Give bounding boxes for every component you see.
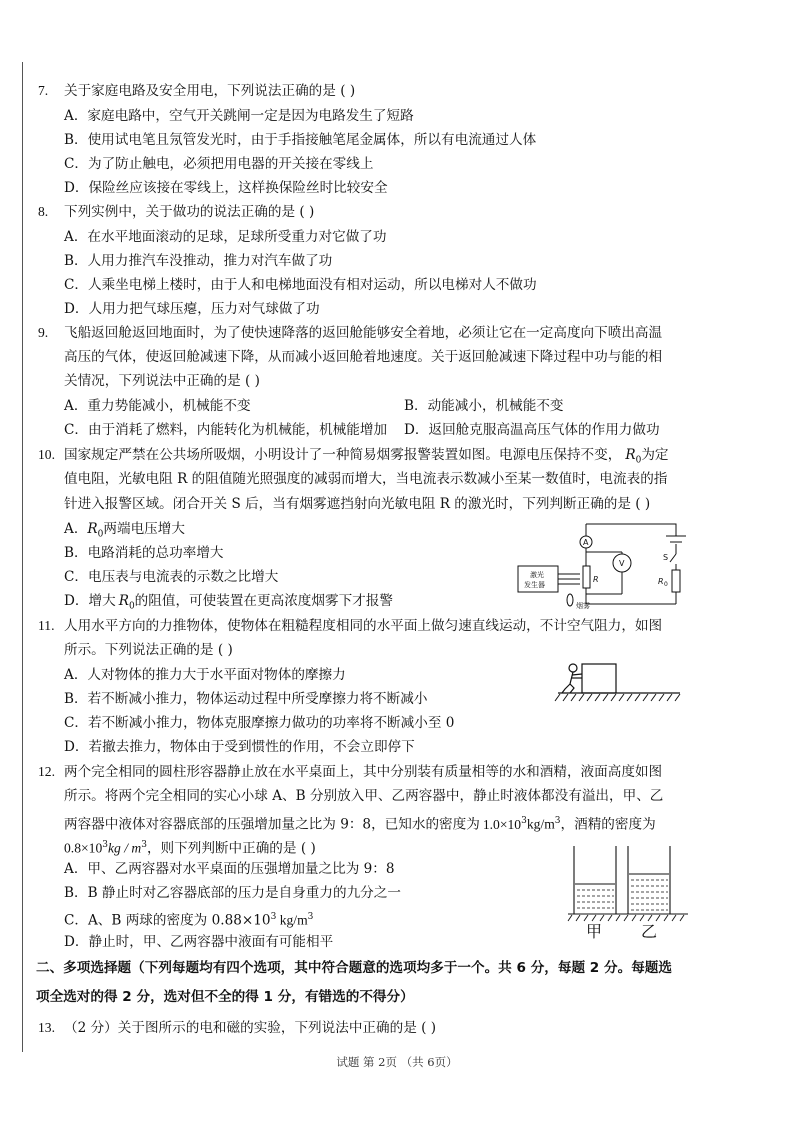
question-stem-line3: 两容器中液体对容器底部的压强增加量之比为 9：8，已知水的密度为 $1.0\times 10^3kg/m^3$，酒精的密度为 <box>64 816 656 833</box>
option-d: D．保险丝应该接在零线上，这样换保险丝时比较安全 <box>64 180 388 196</box>
section-heading-line1: 二、多项选择题（下列每题均有四个选项，其中符合题意的选项均多于一个。共 6 分，每题 2 分。每题选 <box>36 960 672 976</box>
option-b: B．若不断减小推力，物体运动过程中所受摩擦力将不断减小 <box>64 691 428 707</box>
photoresistor-r <box>583 566 590 588</box>
fig-label-yi: 乙 <box>641 922 658 940</box>
option-d: D．返回舱克服高温高压气体的作用力做功 <box>404 422 660 438</box>
two-containers-figure <box>566 844 690 940</box>
fig-label-r: R <box>593 575 599 584</box>
fig-label-r0-sub: 0 <box>664 581 668 588</box>
option-c: C．电压表与电流表的示数之比增大 <box>64 569 279 585</box>
option-d: D．人用力把气球压瘪，压力对气球做了功 <box>64 301 320 317</box>
page-footer: 试题 第 2页 （共 6页） <box>336 1055 458 1069</box>
option-c: C．A、B 两球的密度为 $0.88\times 10^3$ $kg/m^3$ <box>64 912 314 929</box>
person-head <box>569 664 577 672</box>
question-stem-line4: $0.8\times 10^3kg / m^3$，则下列判断中正确的是 ( ) <box>64 840 316 857</box>
question-stem-line1: 人用水平方向的力推物体，使物体在粗糙程度相同的水平面上做匀速直线运动，不计空气阻力，如图 <box>64 618 663 634</box>
option-d: D．静止时，甲、乙两容器中液面有可能相平 <box>64 934 334 950</box>
fig-label-v: V <box>619 559 625 568</box>
fig-label-a: A <box>583 538 589 547</box>
question-stem-line2: 所示。将两个完全相同的实心小球 A、B 分别放入甲、乙两容器中，静止时液体都没有溢出，甲、乙 <box>64 788 664 804</box>
question-stem-line1: 国家规定严禁在公共场所吸烟，小明设计了一种简易烟雾报警装置如图。电源电压保持不变， $R_0$为定 <box>64 447 669 466</box>
fig-label-r0: R <box>658 577 664 586</box>
question-number: 10. <box>38 447 55 462</box>
fig-label-generator: 发生器 <box>524 581 545 589</box>
option-a: A．家庭电路中，空气开关跳闸一定是因为电路发生了短路 <box>64 108 414 124</box>
option-b: B．使用试电笔且氖管发光时，由于手指接触笔尾金属体，所以有电流通过人体 <box>64 132 537 148</box>
question-stem-line2: 高压的气体，使返回舱减速下降，从而减小返回舱着地速度。关于返回舱减速下降过程中功与能的相 <box>64 349 663 365</box>
smoke-symbol <box>567 594 573 606</box>
smoke-alarm-circuit-figure <box>514 516 694 612</box>
switch-s <box>670 554 676 562</box>
option-a: A．人对物体的推力大于水平面对物体的摩擦力 <box>64 667 346 683</box>
option-b: B．动能减小，机械能不变 <box>404 398 564 414</box>
question-number: 11. <box>38 618 55 633</box>
option-c: C．由于消耗了燃料，内能转化为机械能，机械能增加 <box>64 422 388 438</box>
question-stem: 关于家庭电路及安全用电，下列说法正确的是 ( ) <box>64 83 356 99</box>
resistor-r0 <box>672 570 680 592</box>
section-heading-line2: 项全选对的得 2 分，选对但不全的得 1 分，有错选的不得分） <box>36 989 414 1005</box>
option-c: C．人乘坐电梯上楼时，由于人和电梯地面没有相对运动，所以电梯对人不做功 <box>64 277 537 293</box>
fig-label-smoke: 烟雾 <box>576 602 590 610</box>
container-jia <box>574 846 616 914</box>
binding-margin-line <box>22 62 23 1052</box>
fig-label-s: S <box>663 553 669 562</box>
question-stem-line2: 所示。下列说法正确的是 ( ) <box>64 642 233 658</box>
box-object <box>582 664 616 693</box>
fig-label-laser: 激光 <box>530 571 544 579</box>
fig-label-jia: 甲 <box>586 922 603 940</box>
question-number: 13. <box>38 1020 55 1035</box>
option-d: D．增大 $R_0$的阻值，可使装置在更高浓度烟雾下才报警 <box>64 593 393 612</box>
option-a: A．重力势能减小，机械能不变 <box>64 398 251 414</box>
option-d: D．若撤去推力，物体由于受到惯性的作用，不会立即停下 <box>64 739 415 755</box>
question-stem-line1: 两个完全相同的圆柱形容器静止放在水平桌面上，其中分别装有质量相等的水和酒精，液面高度如图 <box>64 764 663 780</box>
option-a: A．$R_0$两端电压增大 <box>64 521 185 540</box>
question-stem-line2: 值电阻，光敏电阻 R 的阻值随光照强度的减弱而增大，当电流表示数减小至某一数值时，电流表的指 <box>64 471 668 487</box>
option-b: B．电路消耗的总功率增大 <box>64 545 224 561</box>
question-number: 8. <box>38 204 49 219</box>
pushing-box-figure <box>554 658 684 704</box>
option-c: C．为了防止触电，必须把用电器的开关接在零线上 <box>64 156 374 172</box>
question-stem-line3: 关情况，下列说法中正确的是 ( ) <box>64 373 260 389</box>
question-stem: （2 分）关于图所示的电和磁的实验，下列说法中正确的是 ( ) <box>64 1020 437 1036</box>
option-a: A．甲、乙两容器对水平桌面的压强增加量之比为 9：8 <box>64 861 395 877</box>
question-stem-line1: 飞船返回舱返回地面时，为了使快速降落的返回舱能够安全着地，必须让它在一定高度向下喷出高温 <box>64 325 663 341</box>
option-b: B．人用力推汽车没推动，推力对汽车做了功 <box>64 253 333 269</box>
option-b: B．B 静止时对乙容器底部的压力是自身重力的九分之一 <box>64 885 401 901</box>
question-stem-line3: 针进入报警区域。闭合开关 S 后，当有烟雾遮挡射向光敏电阻 R 的激光时，下列判断正确的是 ( ) <box>64 496 651 512</box>
question-number: 7. <box>38 83 49 98</box>
question-stem: 下列实例中，关于做功的说法正确的是 ( ) <box>64 204 315 220</box>
question-number: 12. <box>38 764 55 779</box>
option-c: C．若不断减小推力，物体克服摩擦力做功的功率将不断减小至 0 <box>64 715 455 731</box>
option-a: A．在水平地面滚动的足球，足球所受重力对它做了功 <box>64 229 387 245</box>
question-number: 9. <box>38 325 49 340</box>
